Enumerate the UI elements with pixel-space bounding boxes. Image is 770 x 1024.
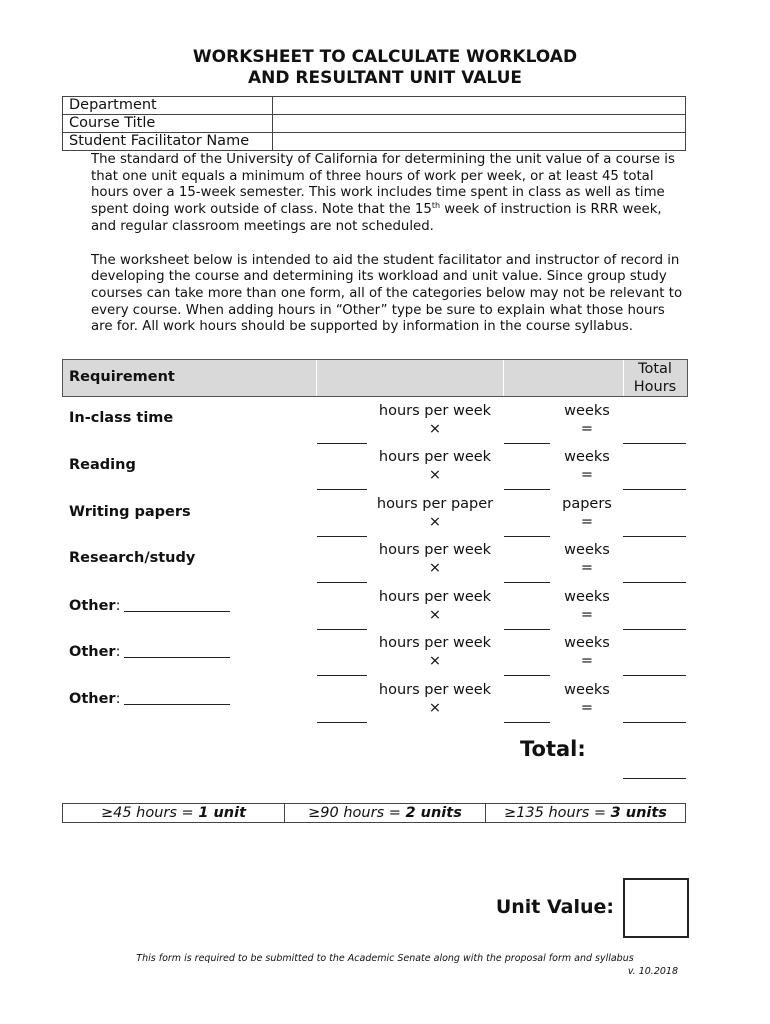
other-description-input[interactable]	[124, 690, 230, 705]
row-label: Reading	[69, 457, 136, 473]
unit-scale-1: ≥45 hours = 1 unit	[63, 804, 285, 823]
unit-label: weeks =	[564, 403, 610, 437]
row-label: In-class time	[69, 410, 174, 426]
unit-label: weeks =	[564, 449, 610, 483]
weeks-input[interactable]	[504, 629, 550, 630]
intro-paragraph-1: The standard of the University of California for determining the unit value of a course is that one unit equals a minimum of three hours of work per week, or at least 45 total hours over a 15-week semester. This work includes time spent in class as well as time spent doing work outside of class. Note that the 15th week of instruction is RRR week, and regular classroom meetings are not scheduled.	[91, 152, 675, 234]
table-header	[62, 359, 688, 397]
info-row-course-title	[63, 115, 686, 133]
total-hours-input[interactable]	[623, 489, 686, 490]
total-hours-header: Total Hours	[633, 361, 677, 395]
hours-input[interactable]	[317, 443, 367, 444]
other-description-input[interactable]	[124, 643, 230, 658]
unit-label: papers =	[562, 496, 612, 530]
hours-input[interactable]	[317, 582, 367, 583]
unit-label: weeks =	[564, 682, 610, 716]
row-label: Research/study	[69, 550, 196, 566]
department-field[interactable]	[273, 97, 686, 115]
row-label: Other:	[69, 597, 230, 614]
superscript-th: th	[431, 201, 441, 211]
unit-label: hours per week ×	[378, 635, 492, 669]
row-label: Writing papers	[69, 504, 191, 520]
unit-label: hours per week ×	[378, 589, 492, 623]
intro-text	[91, 152, 683, 336]
info-row-department	[63, 97, 686, 115]
header-divider	[503, 360, 504, 396]
course-title-label: Course Title	[63, 115, 273, 133]
unit-value-input[interactable]	[623, 878, 689, 938]
total-label: Total:	[520, 737, 586, 761]
hours-input[interactable]	[317, 629, 367, 630]
title-line-1: WORKSHEET TO CALCULATE WORKLOAD	[192, 47, 578, 67]
grand-total-input[interactable]	[623, 778, 686, 779]
hours-input[interactable]	[317, 489, 367, 490]
hours-input[interactable]	[317, 536, 367, 537]
total-hours-input[interactable]	[623, 722, 686, 723]
footer-note: This form is required to be submitted to the Academic Senate along with the proposal form and syllabus	[136, 953, 634, 964]
row-label: Other:	[69, 643, 230, 660]
hours-input[interactable]	[317, 675, 367, 676]
total-hours-input[interactable]	[623, 582, 686, 583]
weeks-input[interactable]	[504, 722, 550, 723]
unit-scale-2: ≥90 hours = 2 units	[285, 804, 486, 823]
total-hours-input[interactable]	[623, 443, 686, 444]
total-hours-input[interactable]	[623, 629, 686, 630]
header-divider	[316, 360, 317, 396]
papers-input[interactable]	[504, 536, 550, 537]
intro-paragraph-2: The worksheet below is intended to aid the student facilitator and instructor of record in developing the course and determining its workload and unit value. Since group study courses can take more than one form, all of the categories below may not be relevant to every course. When adding hours in “Other” type be sure to explain what those hours are for. All work hours should be supported by information in the course syllabus.	[91, 252, 683, 335]
unit-scale-3: ≥135 hours = 3 units	[486, 804, 686, 823]
other-description-input[interactable]	[124, 597, 230, 612]
row-label: Other:	[69, 690, 230, 707]
unit-label: hours per week ×	[378, 542, 492, 576]
unit-label: weeks =	[564, 589, 610, 623]
total-hours-input[interactable]	[623, 675, 686, 676]
unit-label: hours per paper ×	[376, 496, 494, 530]
requirement-header: Requirement	[69, 369, 175, 385]
facilitator-name-label: Student Facilitator Name	[63, 133, 273, 151]
unit-label: hours per week ×	[378, 682, 492, 716]
course-title-field[interactable]	[273, 115, 686, 133]
facilitator-name-field[interactable]	[273, 133, 686, 151]
footer-version: v. 10.2018	[627, 966, 678, 977]
title-line-2: AND RESULTANT UNIT VALUE	[247, 68, 523, 88]
weeks-input[interactable]	[504, 443, 550, 444]
unit-label: weeks =	[564, 635, 610, 669]
course-info-table	[62, 96, 686, 151]
info-row-facilitator	[63, 133, 686, 151]
weeks-input[interactable]	[504, 675, 550, 676]
weeks-input[interactable]	[504, 489, 550, 490]
hours-input[interactable]	[317, 722, 367, 723]
unit-label: weeks =	[564, 542, 610, 576]
unit-value-label: Unit Value:	[495, 896, 614, 918]
total-hours-input[interactable]	[623, 536, 686, 537]
unit-label: hours per week ×	[378, 449, 492, 483]
unit-label: hours per week ×	[378, 403, 492, 437]
weeks-input[interactable]	[504, 582, 550, 583]
page-title	[0, 47, 770, 89]
unit-scale-table	[62, 803, 686, 823]
department-label: Department	[63, 97, 273, 115]
